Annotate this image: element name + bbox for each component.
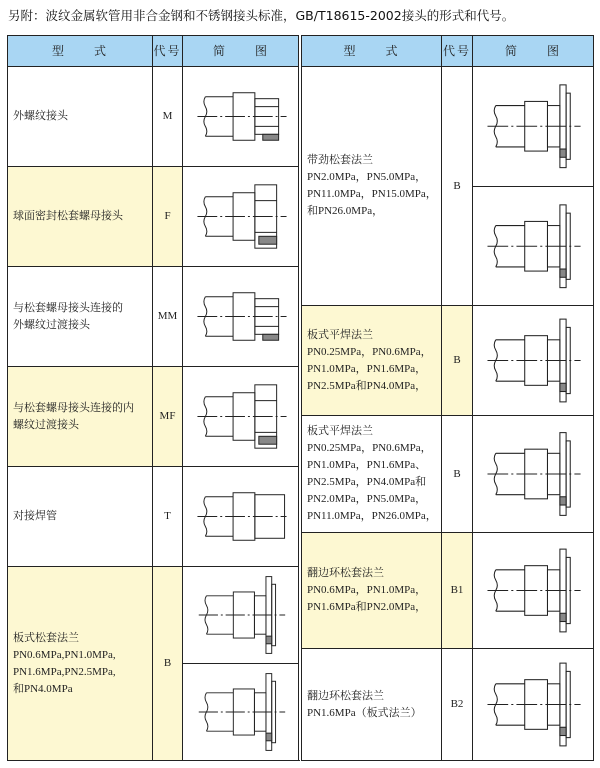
type-line: PN2.0MPa，PN5.0MPa，: [307, 493, 427, 505]
type-line: 板式平焊法兰: [307, 328, 373, 341]
type-line: 带劲松套法兰: [307, 154, 373, 166]
sketch-drawing: [182, 366, 300, 467]
row-code: [152, 566, 183, 761]
type-line: PN0.6MPa，PN1.0MPa，: [307, 584, 427, 596]
type-line: 螺纹过渡接头: [13, 418, 79, 431]
type-line: 与松套螺母接头连接的: [13, 301, 123, 314]
code-value: T: [164, 510, 171, 522]
type-line: PN2.5MPa，PN4.0MPa和: [307, 476, 427, 488]
sketch-drawing: [182, 66, 300, 167]
code-value: B1: [450, 584, 464, 596]
row-code: [152, 166, 183, 267]
row-type: [7, 466, 153, 567]
type-line: PN11.0MPa，PN15.0MPa，: [307, 188, 437, 200]
code-value: M: [162, 110, 173, 122]
sketch-drawing: [472, 66, 594, 187]
type-line: PN0.25MPa，PN0.6MPa，: [307, 345, 432, 358]
sketch-drawing: [472, 532, 594, 649]
type-line: PN1.0MPa，PN1.6MPa，: [307, 362, 427, 375]
type-line: PN1.6MPa,PN2.5MPa,: [13, 665, 116, 678]
sketch-drawing: [182, 466, 300, 567]
row-code: [152, 466, 183, 567]
row-type: [301, 415, 442, 533]
row-type: [7, 366, 153, 467]
table-divider: [298, 35, 302, 760]
code-value: MF: [159, 410, 176, 422]
row-code: [152, 66, 183, 167]
type-line: PN0.25MPa，PN0.6MPa，: [307, 442, 432, 454]
type-line: PN1.0MPa，PN1.6MPa、: [307, 459, 427, 471]
row-code: [441, 66, 473, 306]
row-type: [301, 66, 442, 306]
row-code: [152, 366, 183, 467]
header-code-label: 代号: [153, 44, 182, 58]
header-sketch: [472, 35, 594, 67]
sketch-drawing: [472, 415, 594, 533]
type-line: 翻边环松套法兰: [307, 689, 384, 702]
sketch-drawing: [472, 186, 594, 307]
type-line: 翻边环松套法兰: [307, 567, 384, 579]
row-type: [301, 648, 442, 761]
code-value: B: [163, 657, 172, 669]
type-line: 对接焊管: [13, 510, 57, 522]
row-type: [301, 532, 442, 649]
sketch-drawing: [182, 566, 300, 664]
sketch-drawing: [472, 305, 594, 416]
row-type: [301, 305, 442, 416]
type-line: PN1.6MPa和PN2.0MPa，: [307, 601, 427, 613]
type-line: PN2.0MPa，PN5.0MPa，: [307, 171, 427, 183]
row-code: [152, 266, 183, 367]
type-line: 板式松套法兰: [13, 631, 79, 644]
header-type-label: 型 式: [51, 44, 108, 58]
type-line: 和PN26.0MPa，: [307, 205, 384, 217]
header-type-label: 型 式: [343, 44, 400, 58]
row-code: [441, 305, 473, 416]
type-line: PN2.5MPa和PN4.0MPa，: [307, 379, 427, 392]
type-line: 球面密封松套螺母接头: [13, 210, 123, 222]
code-value: F: [164, 210, 171, 222]
header-type: [301, 35, 442, 67]
code-value: B: [453, 467, 461, 480]
row-type: [7, 166, 153, 267]
type-line: PN0.6MPa,PN1.0MPa,: [13, 648, 116, 661]
header-sketch: [182, 35, 300, 67]
page-title: 另附：波纹金属软管用非合金钢和不锈钢接头标准，GB/T18615-2002接头的形式和代号。: [8, 8, 515, 23]
type-line: PN1.6MPa（板式法兰）: [307, 706, 422, 719]
sketch-drawing: [472, 648, 594, 761]
code-value: B2: [450, 698, 464, 710]
code-value: B: [453, 179, 461, 192]
header-sketch-label: 简 图: [504, 44, 561, 58]
type-line: 与松套螺母接头连接的内: [13, 401, 134, 414]
header-code-label: 代号: [442, 44, 471, 58]
row-type: [7, 266, 153, 367]
code-value: B: [453, 354, 461, 366]
header-sketch-label: 简 图: [212, 44, 269, 58]
row-code: [441, 415, 473, 533]
row-code: [441, 532, 473, 649]
row-code: [441, 648, 473, 761]
type-line: 外螺纹过渡接头: [13, 318, 90, 331]
type-line: 外螺纹接头: [13, 110, 68, 122]
header-code: [152, 35, 183, 67]
type-line: 和PN4.0MPa: [13, 682, 73, 695]
row-type: [7, 66, 153, 167]
header-code: [441, 35, 473, 67]
sketch-drawing: [182, 663, 300, 761]
code-value: MM: [157, 310, 178, 322]
sketch-drawing: [182, 166, 300, 267]
type-line: 板式平焊法兰: [307, 425, 373, 437]
type-line: PN11.0MPa，PN26.0MPa，: [307, 510, 437, 522]
row-type: [7, 566, 153, 761]
sketch-drawing: [182, 266, 300, 367]
header-type: [7, 35, 153, 67]
